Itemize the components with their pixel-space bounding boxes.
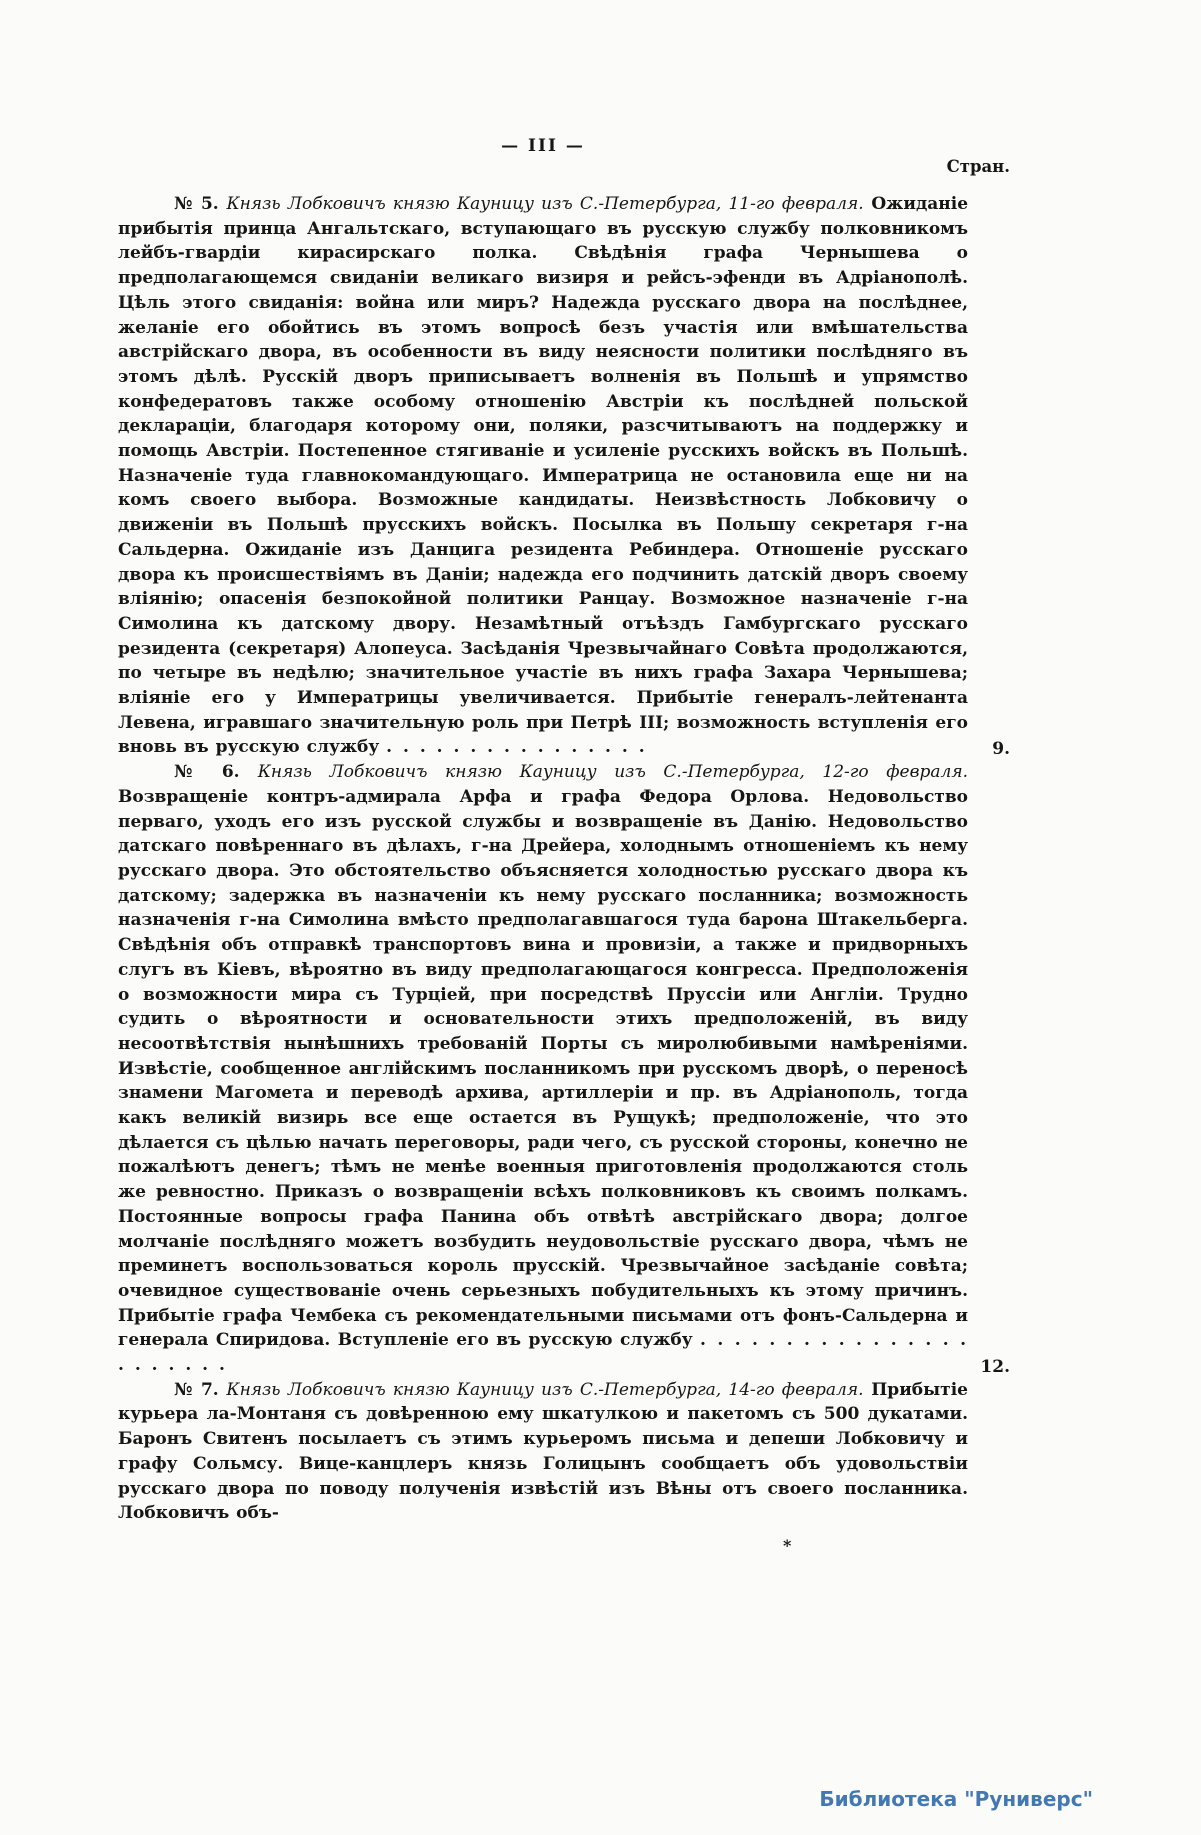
page-content <box>118 136 1010 1555</box>
entry-page-number: 9. <box>992 739 1010 760</box>
folio-number: — III — <box>501 136 585 156</box>
signature-mark: * <box>783 1535 792 1555</box>
entry-heading: Князь Лобковичъ князю Кауницу изъ С.-Петербурга, 12-го февраля. <box>257 762 968 783</box>
entry-body: Возвращеніе контръ-адмирала Арфа и графа Федора Орлова. Недовольство перваго, уходъ его изъ русской службы и возвращеніе въ Данію. Недовольство датскаго повѣреннаго въ дѣлахъ, г-на Дрейера, холоднымъ отношеніемъ къ нему русскаго двора. Это обстоятельство объясняется холодностью русскаго двора къ датскому; задержка въ назначеніи къ нему русскаго посланника; возможность назначенія г-на Симолина вмѣсто предполагавшагося туда барона Штакельберга. Свѣдѣнія объ отправкѣ транспортовъ вина и провизіи, а также и придворныхъ слугъ въ Кіевъ, вѣроятно въ виду предполагающагося конгресса. Предположенія о возможности мира съ Турціей, при посредствѣ Пруссіи или Англіи. Трудно судить о вѣроятности и основательности этихъ предположеній, въ виду несоотвѣтствія нынѣшнихъ требованій Порты съ миролюбивыми намѣреніями. Извѣстіе, сообщенное англійскимъ посланникомъ при русскомъ дворѣ, о переносѣ знамени Магомета и переводѣ архива, артиллеріи и пр. въ Адріанополь, тогда какъ великій визирь все еще остается въ Рущукѣ; предположеніе, что это дѣлается съ цѣлью начать переговоры, ради чего, съ русской стороны, конечно не пожалѣютъ денегъ; тѣмъ не менѣе военныя приготовленія продолжаются столь же ревностно. Приказъ о возвращеніи всѣхъ полковниковъ къ своимъ полкамъ. Постоянные вопросы графа Панина объ отвѣтѣ австрійскаго двора; долгое молчаніе послѣдняго можетъ возбудить неудовольствіе русскаго двора, чѣмъ не преминетъ воспользоваться король прусскій. Чрезвычайное засѣданіе совѣта; очевидное существованіе очень серьезныхъ побудительныхъ къ этому причинъ. Прибытіе графа Чембека съ рекомендательными письмами отъ фонъ-Сальдерна и генерала Спиридова. Вступленіе его въ русскую службу <box>118 786 968 1351</box>
entry-number: № 7. <box>174 1379 219 1400</box>
toc-entry-text <box>118 192 968 760</box>
entry-number: № 6. <box>174 762 240 783</box>
entry-body: Прибытіе курьера ла-Монтаня съ довѣренною ему шкатулкою и пакетомъ съ 500 дукатами. Баронъ Свитенъ посылаетъ съ этимъ курьеромъ письма и депеши Лобковичу и графу Сольмсу. Вице-канцлеръ князь Голицынъ сообщаетъ объ удовольствіи русскаго двора по поводу полученія извѣстій изъ Вѣны отъ своего посланника. Лобковичъ объ- <box>118 1379 968 1524</box>
entry-heading: Князь Лобковичъ князю Кауницу изъ С.-Петербурга, 14-го февраля. <box>226 1379 864 1400</box>
dot-leader: . . . . . . . . . . . . . . . . . . . . . . . <box>118 1330 968 1376</box>
toc-entry-5 <box>118 192 1010 760</box>
dot-leader: . . . . . . . . . . . . . . . . <box>386 737 647 758</box>
entry-page-number: 12. <box>980 1356 1010 1377</box>
page-column-header: Стран. <box>946 157 1010 176</box>
toc-entry-7 <box>118 1378 1010 1526</box>
entry-heading: Князь Лобковичъ князю Кауницу изъ С.-Петербурга, 11-го февраля. <box>226 194 864 214</box>
page-header <box>118 136 1010 192</box>
entry-body: Ожиданіе прибытія принца Ангальтскаго, вступающаго въ русскую службу полковникомъ лейбъ-гвардіи кирасирскаго полка. Свѣдѣнія графа Чернышева о предполагающемся свиданіи великаго визиря и рейсъ-эфенди въ Адріанополѣ. Цѣль этого свиданія: война или миръ? Надежда русскаго двора на послѣднее, желаніе его обойтись въ этомъ вопросѣ безъ участія или вмѣшательства австрійскаго двора, въ особенности въ виду неясности политики послѣдняго въ этомъ дѣлѣ. Русскій дворъ приписываетъ волненія въ Польшѣ и упрямство конфедератовъ также особому отношенію Австріи къ послѣдней польской деклараціи, благодаря которому они, поляки, разсчитываютъ на поддержку и помощь Австріи. Постепенное стягиваніе и усиленіе русскихъ войскъ въ Польшѣ. Назначеніе туда главнокомандующаго. Императрица не остановила еще ни на комъ своего выбора. Возможные кандидаты. Неизвѣстность Лобковичу о движеніи въ Польшѣ прусскихъ войскъ. Посылка въ Польшу секретаря г-на Сальдерна. Ожиданіе изъ Данцига резидента Ребиндера. Отношеніе русскаго двора къ происшествіямъ въ Даніи; надежда его подчинить датскій дворъ своему вліянію; опасенія безпокойной политики Ранцау. Возможное назначеніе г-на Симолина къ датскому двору. Незамѣтный отъѣздъ Гамбургскаго русскаго резидента (секретаря) Алопеуса. Засѣданія Чрезвычайнаго Совѣта продолжаются, по четыре въ недѣлю; значительное участіе въ нихъ графа Захара Чернышева; вліяніе его у Императрицы увеличивается. Прибытіе генералъ-лейтенанта Левена, игравшаго значительную роль при Петрѣ III; возможность вступленія его вновь въ русскую службу <box>118 194 969 758</box>
entry-number: № 5. <box>174 194 219 214</box>
toc-entry-text <box>118 1378 968 1526</box>
toc-entry-text <box>118 760 968 1378</box>
watermark: Библиотека "Руниверс" <box>819 1787 1093 1811</box>
toc-entry-6 <box>118 760 1010 1378</box>
